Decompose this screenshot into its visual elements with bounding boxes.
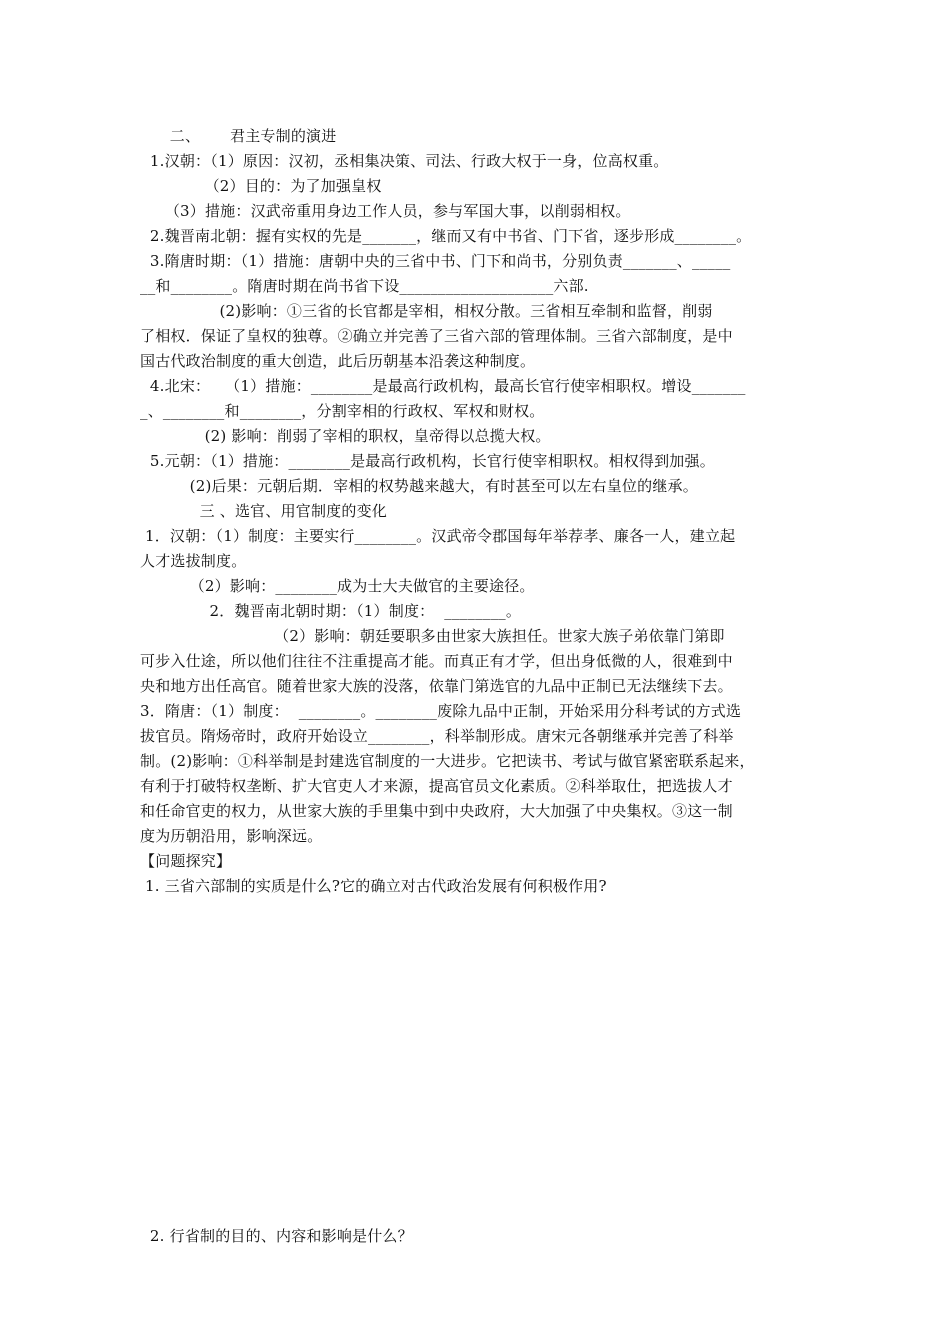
text-line: （2）影响：________成为士大夫做官的主要途径。 (140, 577, 535, 595)
text-line: 了相权．保证了皇权的独尊。②确立并完善了三省六部的管理体制。三省六部制度，是中 (140, 327, 733, 345)
text-line: 和任命官吏的权力，从世家大族的手里集中到中央政府，大大加强了中央集权。③这一制 (140, 802, 733, 820)
text-line: 1．汉朝：（1）制度：主要实行________。汉武帝令郡国每年举荐孝、廉各一人，建立起 (140, 527, 736, 545)
text-line: 有利于打破特权垄断、扩大官吏人才来源，提高官员文化素质。②科举取仕，把选拔人才 (140, 777, 733, 795)
text-line: 度为历朝沿用，影响深远。 (140, 827, 323, 845)
section-heading-selection: 三 、选官、用官制度的变化 (140, 502, 387, 520)
text-line: __和________。隋唐时期在尚书省下设____________________六部. (140, 277, 589, 295)
text-line: 拔官员。隋炀帝时，政府开始设立________，科举制形成。唐宋元各朝继承并完善了科举 (140, 727, 734, 745)
text-line: （2）影响：朝廷要职多由世家大族担任。世家大族子弟依靠门第即 (140, 627, 725, 645)
text-line: (2)影响：①三省的长官都是宰相，相权分散。三省相互牵制和监督，削弱 (140, 302, 713, 320)
section-heading-inquiry: 【问题探究】 (140, 852, 232, 870)
text-line: 1.汉朝：（1）原因：汉初，丞相集决策、司法、行政大权于一身，位高权重。 (140, 152, 669, 170)
text-line: (2)后果：元朝后期．宰相的权势越来越大，有时甚至可以左右皇位的继承。 (140, 477, 698, 495)
text-line: （2）目的：为了加强皇权 (140, 177, 382, 195)
text-line: 制。(2)影响：①科举制是封建选官制度的一大进步。它把读书、考试与做官紧密联系起来， (140, 752, 755, 770)
text-line: （3）措施：汉武帝重用身边工作人员，参与军国大事，以削弱相权。 (140, 202, 631, 220)
text-line: 3.隋唐时期：（1）措施：唐朝中央的三省中书、门下和尚书，分别负责_______、_____ (140, 252, 731, 270)
text-line: 2．魏晋南北朝时期：（1）制度： ________。 (140, 602, 522, 620)
question-2: 2. 行省制的目的、内容和影响是什么？ (140, 1227, 413, 1245)
question-1: 1. 三省六部制的实质是什么?它的确立对古代政治发展有何积极作用? (140, 877, 607, 895)
text-line: _、________和________，分割宰相的行政权、军权和财权。 (140, 402, 545, 420)
text-line: 5.元朝：（1）措施：________是最高行政机构，长官行使宰相职权。相权得到加强。 (140, 452, 715, 470)
text-line: 可步入仕途，所以他们往往不注重提高才能。而真正有才学，但出身低微的人，很难到中 (140, 652, 733, 670)
text-line: 人才选拔制度。 (140, 552, 247, 570)
text-line: 2.魏晋南北朝：握有实权的先是_______，继而又有中书省、门下省，逐步形成________。 (140, 227, 752, 245)
section-heading-autocracy: 二、 君主专制的演进 (140, 127, 337, 145)
text-line: 国古代政治制度的重大创造，此后历朝基本沿袭这种制度。 (140, 352, 536, 370)
text-line: 3．隋唐：（1）制度： ________。________废除九品中正制，开始采用分科考试的方式选 (140, 702, 742, 720)
text-line: 4.北宋： （1）措施：________是最高行政机构，最高长官行使宰相职权。增设_______ (140, 377, 746, 395)
text-line: (2) 影响：削弱了宰相的职权，皇帝得以总揽大权。 (140, 427, 551, 445)
text-line: 央和地方出任高官。随着世家大族的没落，依靠门第选官的九品中正制已无法继续下去。 (140, 677, 733, 695)
